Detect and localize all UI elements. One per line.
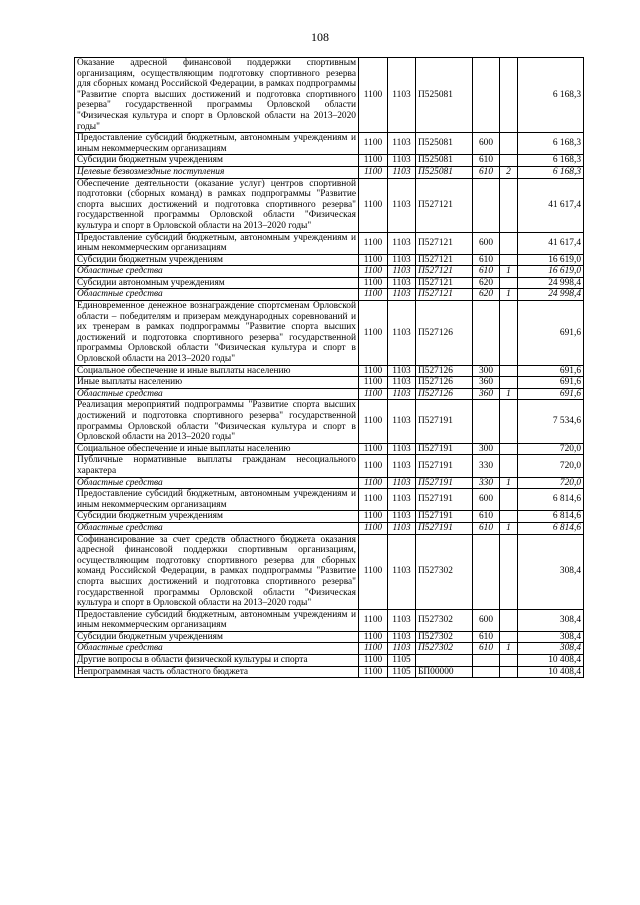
row-expense-type-cell bbox=[473, 400, 500, 443]
row-funding-source-cell bbox=[500, 631, 518, 643]
row-name-cell: Публичные нормативные выплаты гражданам несоциального характера bbox=[75, 455, 359, 477]
row-expense-type-cell: 610 bbox=[473, 643, 500, 655]
row-section-cell: 1100 bbox=[359, 400, 388, 443]
row-section-cell: 1100 bbox=[359, 522, 388, 534]
row-funding-source-cell bbox=[500, 254, 518, 266]
row-name-cell: Предоставление субсидий бюджетным, автономным учреждениям и иным некоммерческим организациям bbox=[75, 489, 359, 511]
row-target-article-cell: П527191 bbox=[416, 455, 473, 477]
row-funding-source-cell bbox=[500, 301, 518, 366]
row-expense-type-cell: 300 bbox=[473, 365, 500, 377]
row-funding-source-cell bbox=[500, 489, 518, 511]
row-funding-source-cell: 1 bbox=[500, 477, 518, 489]
row-subsection-cell: 1103 bbox=[388, 377, 416, 389]
row-section-cell: 1100 bbox=[359, 178, 388, 232]
row-target-article-cell: П527302 bbox=[416, 609, 473, 631]
row-expense-type-cell: 300 bbox=[473, 443, 500, 455]
row-amount-cell: 691,6 bbox=[518, 365, 584, 377]
row-amount-cell: 6 814,6 bbox=[518, 522, 584, 534]
table-row bbox=[75, 655, 584, 667]
row-subsection-cell: 1103 bbox=[388, 534, 416, 609]
table-row bbox=[75, 277, 584, 289]
row-section-cell: 1100 bbox=[359, 655, 388, 667]
row-target-article-cell: П527126 bbox=[416, 388, 473, 400]
row-expense-type-cell: 610 bbox=[473, 266, 500, 278]
table-row bbox=[75, 388, 584, 400]
row-amount-cell: 16 619,0 bbox=[518, 254, 584, 266]
row-expense-type-cell: 610 bbox=[473, 511, 500, 523]
row-subsection-cell: 1103 bbox=[388, 455, 416, 477]
table-row bbox=[75, 365, 584, 377]
row-subsection-cell: 1103 bbox=[388, 631, 416, 643]
row-section-cell: 1100 bbox=[359, 631, 388, 643]
row-subsection-cell: 1103 bbox=[388, 155, 416, 167]
row-name-cell: Предоставление субсидий бюджетным, автономным учреждениям и иным некоммерческим организациям bbox=[75, 133, 359, 155]
row-amount-cell: 6 814,6 bbox=[518, 511, 584, 523]
row-expense-type-cell: 360 bbox=[473, 377, 500, 389]
row-expense-type-cell: 620 bbox=[473, 289, 500, 301]
row-expense-type-cell: 610 bbox=[473, 254, 500, 266]
row-expense-type-cell bbox=[473, 534, 500, 609]
table-row bbox=[75, 511, 584, 523]
row-subsection-cell: 1103 bbox=[388, 365, 416, 377]
row-section-cell: 1100 bbox=[359, 455, 388, 477]
row-name-cell: Другие вопросы в области физической культуры и спорта bbox=[75, 655, 359, 667]
row-amount-cell: 720,0 bbox=[518, 443, 584, 455]
row-target-article-cell: П527126 bbox=[416, 365, 473, 377]
row-name-cell: Иные выплаты населению bbox=[75, 377, 359, 389]
table-row bbox=[75, 155, 584, 167]
row-funding-source-cell bbox=[500, 400, 518, 443]
row-target-article-cell: П527121 bbox=[416, 277, 473, 289]
row-amount-cell: 16 619,0 bbox=[518, 266, 584, 278]
row-target-article-cell: П527121 bbox=[416, 232, 473, 254]
row-expense-type-cell: 600 bbox=[473, 133, 500, 155]
row-section-cell: 1100 bbox=[359, 666, 388, 678]
row-target-article-cell bbox=[416, 655, 473, 667]
row-subsection-cell: 1105 bbox=[388, 666, 416, 678]
row-expense-type-cell: 600 bbox=[473, 609, 500, 631]
row-target-article-cell: П525081 bbox=[416, 155, 473, 167]
row-name-cell: Субсидии бюджетным учреждениям bbox=[75, 155, 359, 167]
row-name-cell: Целевые безвозмездные поступления bbox=[75, 166, 359, 178]
row-amount-cell: 6 168,3 bbox=[518, 58, 584, 133]
table-row bbox=[75, 58, 584, 133]
row-subsection-cell: 1103 bbox=[388, 232, 416, 254]
row-funding-source-cell bbox=[500, 534, 518, 609]
row-amount-cell: 10 408,4 bbox=[518, 655, 584, 667]
row-funding-source-cell bbox=[500, 58, 518, 133]
row-name-cell: Единовременное денежное вознаграждение спортсменам Орловской области – победителям и призерам международных соревнований и их тренерам в рамках подпрограммы "Развитие спорта высших достижений и подготовка спортивного резерва" государственной программы Орловской области "Физическая культура и спорт в Орловской области на 2013–2020 годы" bbox=[75, 301, 359, 366]
row-funding-source-cell bbox=[500, 655, 518, 667]
row-target-article-cell: П525081 bbox=[416, 133, 473, 155]
row-section-cell: 1100 bbox=[359, 443, 388, 455]
row-subsection-cell: 1103 bbox=[388, 133, 416, 155]
row-name-cell: Областные средства bbox=[75, 388, 359, 400]
row-name-cell: Субсидии бюджетным учреждениям bbox=[75, 631, 359, 643]
row-expense-type-cell: 610 bbox=[473, 166, 500, 178]
table-row bbox=[75, 178, 584, 232]
table-body bbox=[75, 58, 584, 678]
row-name-cell: Субсидии бюджетным учреждениям bbox=[75, 511, 359, 523]
row-name-cell: Оказание адресной финансовой поддержки спортивным организациям, осуществляющим подготовку спортивного резерва для сборных команд Российской Федерации, в рамках подпрограммы "Развитие спорта высших достижений и подготовка спортивного резерва" государственной программы Орловской области "Физическая культура и спорт в Орловской области на 2013–2020 годы" bbox=[75, 58, 359, 133]
row-amount-cell: 6 168,3 bbox=[518, 166, 584, 178]
row-funding-source-cell bbox=[500, 377, 518, 389]
row-subsection-cell: 1103 bbox=[388, 266, 416, 278]
row-target-article-cell: П525081 bbox=[416, 58, 473, 133]
row-funding-source-cell bbox=[500, 511, 518, 523]
row-amount-cell: 24 998,4 bbox=[518, 277, 584, 289]
row-amount-cell: 691,6 bbox=[518, 377, 584, 389]
row-funding-source-cell: 1 bbox=[500, 266, 518, 278]
row-target-article-cell: П527126 bbox=[416, 301, 473, 366]
table-row bbox=[75, 643, 584, 655]
budget-table bbox=[74, 57, 584, 678]
row-funding-source-cell bbox=[500, 133, 518, 155]
table-row bbox=[75, 666, 584, 678]
row-expense-type-cell bbox=[473, 178, 500, 232]
row-expense-type-cell bbox=[473, 655, 500, 667]
row-section-cell: 1100 bbox=[359, 643, 388, 655]
row-amount-cell: 24 998,4 bbox=[518, 289, 584, 301]
row-expense-type-cell: 330 bbox=[473, 455, 500, 477]
row-subsection-cell: 1103 bbox=[388, 277, 416, 289]
row-funding-source-cell bbox=[500, 455, 518, 477]
row-section-cell: 1100 bbox=[359, 266, 388, 278]
row-expense-type-cell: 610 bbox=[473, 155, 500, 167]
table-row bbox=[75, 443, 584, 455]
row-section-cell: 1100 bbox=[359, 609, 388, 631]
row-name-cell: Областные средства bbox=[75, 477, 359, 489]
row-section-cell: 1100 bbox=[359, 388, 388, 400]
row-name-cell: Непрограммная часть областного бюджета bbox=[75, 666, 359, 678]
row-amount-cell: 41 617,4 bbox=[518, 232, 584, 254]
row-funding-source-cell bbox=[500, 365, 518, 377]
row-funding-source-cell: 1 bbox=[500, 289, 518, 301]
row-name-cell: Социальное обеспечение и иные выплаты населению bbox=[75, 443, 359, 455]
row-amount-cell: 6 168,3 bbox=[518, 155, 584, 167]
row-name-cell: Областные средства bbox=[75, 643, 359, 655]
row-target-article-cell: П527302 bbox=[416, 534, 473, 609]
row-expense-type-cell bbox=[473, 58, 500, 133]
row-subsection-cell: 1103 bbox=[388, 489, 416, 511]
row-section-cell: 1100 bbox=[359, 58, 388, 133]
row-subsection-cell: 1103 bbox=[388, 254, 416, 266]
row-amount-cell: 308,4 bbox=[518, 534, 584, 609]
row-amount-cell: 6 814,6 bbox=[518, 489, 584, 511]
row-section-cell: 1100 bbox=[359, 277, 388, 289]
row-subsection-cell: 1103 bbox=[388, 511, 416, 523]
table-row bbox=[75, 631, 584, 643]
row-target-article-cell: П527191 bbox=[416, 400, 473, 443]
table-row bbox=[75, 301, 584, 366]
row-funding-source-cell bbox=[500, 443, 518, 455]
row-funding-source-cell bbox=[500, 178, 518, 232]
row-target-article-cell: П527121 bbox=[416, 254, 473, 266]
table-row bbox=[75, 133, 584, 155]
table-row bbox=[75, 377, 584, 389]
row-amount-cell: 7 534,6 bbox=[518, 400, 584, 443]
row-target-article-cell: П527121 bbox=[416, 178, 473, 232]
row-amount-cell: 691,6 bbox=[518, 388, 584, 400]
table-row bbox=[75, 289, 584, 301]
row-subsection-cell: 1103 bbox=[388, 609, 416, 631]
row-subsection-cell: 1105 bbox=[388, 655, 416, 667]
row-amount-cell: 41 617,4 bbox=[518, 178, 584, 232]
row-subsection-cell: 1103 bbox=[388, 443, 416, 455]
row-expense-type-cell bbox=[473, 666, 500, 678]
row-target-article-cell: П525081 bbox=[416, 166, 473, 178]
row-target-article-cell: П527121 bbox=[416, 266, 473, 278]
row-amount-cell: 720,0 bbox=[518, 477, 584, 489]
row-name-cell: Субсидии бюджетным учреждениям bbox=[75, 254, 359, 266]
row-target-article-cell: П527191 bbox=[416, 511, 473, 523]
row-funding-source-cell: 1 bbox=[500, 643, 518, 655]
row-name-cell: Социальное обеспечение и иные выплаты населению bbox=[75, 365, 359, 377]
table-row bbox=[75, 534, 584, 609]
row-subsection-cell: 1103 bbox=[388, 643, 416, 655]
row-expense-type-cell: 610 bbox=[473, 631, 500, 643]
row-name-cell: Областные средства bbox=[75, 522, 359, 534]
row-funding-source-cell bbox=[500, 277, 518, 289]
row-section-cell: 1100 bbox=[359, 534, 388, 609]
row-name-cell: Областные средства bbox=[75, 289, 359, 301]
page-number: 108 bbox=[311, 30, 329, 44]
row-amount-cell: 10 408,4 bbox=[518, 666, 584, 678]
row-expense-type-cell bbox=[473, 301, 500, 366]
row-subsection-cell: 1103 bbox=[388, 522, 416, 534]
row-name-cell: Субсидии автономным учреждениям bbox=[75, 277, 359, 289]
table-row bbox=[75, 609, 584, 631]
row-amount-cell: 308,4 bbox=[518, 631, 584, 643]
row-amount-cell: 691,6 bbox=[518, 301, 584, 366]
row-expense-type-cell: 610 bbox=[473, 522, 500, 534]
row-funding-source-cell bbox=[500, 609, 518, 631]
table-row bbox=[75, 477, 584, 489]
row-name-cell: Софинансирование за счет средств областного бюджета оказания адресной финансовой поддержки спортивным организациям, осуществляющим подготовку спортивного резерва для сборных команд Российской Федерации, в рамках подпрограммы "Развитие спорта высших достижений и подготовка спортивного резерва" государственной программы Орловской области "Физическая культура и спорт в Орловской области на 2013–2020 годы" bbox=[75, 534, 359, 609]
table-row bbox=[75, 266, 584, 278]
row-amount-cell: 308,4 bbox=[518, 643, 584, 655]
row-name-cell: Областные средства bbox=[75, 266, 359, 278]
row-name-cell: Предоставление субсидий бюджетным, автономным учреждениям и иным некоммерческим организациям bbox=[75, 609, 359, 631]
row-expense-type-cell: 330 bbox=[473, 477, 500, 489]
row-target-article-cell: П527121 bbox=[416, 289, 473, 301]
row-name-cell: Реализация мероприятий подпрограммы "Развитие спорта высших достижений и подготовка спортивного резерва" государственной программы Орловской области "Физическая культура и спорт в Орловской области на 2013–2020 годы" bbox=[75, 400, 359, 443]
row-amount-cell: 6 168,3 bbox=[518, 133, 584, 155]
row-section-cell: 1100 bbox=[359, 289, 388, 301]
row-subsection-cell: 1103 bbox=[388, 388, 416, 400]
row-subsection-cell: 1103 bbox=[388, 289, 416, 301]
row-target-article-cell: П527191 bbox=[416, 489, 473, 511]
row-funding-source-cell bbox=[500, 666, 518, 678]
row-expense-type-cell: 360 bbox=[473, 388, 500, 400]
row-subsection-cell: 1103 bbox=[388, 400, 416, 443]
row-target-article-cell: П527191 bbox=[416, 443, 473, 455]
row-section-cell: 1100 bbox=[359, 301, 388, 366]
row-section-cell: 1100 bbox=[359, 365, 388, 377]
row-subsection-cell: 1103 bbox=[388, 58, 416, 133]
table-row bbox=[75, 522, 584, 534]
row-expense-type-cell: 600 bbox=[473, 489, 500, 511]
row-amount-cell: 308,4 bbox=[518, 609, 584, 631]
table-row bbox=[75, 455, 584, 477]
row-section-cell: 1100 bbox=[359, 166, 388, 178]
row-section-cell: 1100 bbox=[359, 489, 388, 511]
row-target-article-cell: П527302 bbox=[416, 643, 473, 655]
row-funding-source-cell: 2 bbox=[500, 166, 518, 178]
row-funding-source-cell: 1 bbox=[500, 388, 518, 400]
table-row bbox=[75, 166, 584, 178]
table-row bbox=[75, 232, 584, 254]
row-subsection-cell: 1103 bbox=[388, 477, 416, 489]
row-section-cell: 1100 bbox=[359, 254, 388, 266]
row-section-cell: 1100 bbox=[359, 377, 388, 389]
row-name-cell: Обеспечение деятельности (оказание услуг) центров спортивной подготовки (сборных команд) в рамках подпрограммы "Развитие спорта высших достижений и подготовка спортивного резерва" государственной программы Орловской области "Физическая культура и спорт в Орловской области на 2013–2020 годы" bbox=[75, 178, 359, 232]
row-target-article-cell: П527302 bbox=[416, 631, 473, 643]
row-funding-source-cell bbox=[500, 232, 518, 254]
row-expense-type-cell: 600 bbox=[473, 232, 500, 254]
row-funding-source-cell: 1 bbox=[500, 522, 518, 534]
row-subsection-cell: 1103 bbox=[388, 166, 416, 178]
row-target-article-cell: БП00000 bbox=[416, 666, 473, 678]
row-section-cell: 1100 bbox=[359, 232, 388, 254]
row-amount-cell: 720,0 bbox=[518, 455, 584, 477]
table-row bbox=[75, 254, 584, 266]
row-subsection-cell: 1103 bbox=[388, 178, 416, 232]
table-row bbox=[75, 489, 584, 511]
table-row bbox=[75, 400, 584, 443]
row-target-article-cell: П527191 bbox=[416, 477, 473, 489]
row-expense-type-cell: 620 bbox=[473, 277, 500, 289]
row-name-cell: Предоставление субсидий бюджетным, автономным учреждениям и иным некоммерческим организациям bbox=[75, 232, 359, 254]
row-subsection-cell: 1103 bbox=[388, 301, 416, 366]
row-section-cell: 1100 bbox=[359, 477, 388, 489]
row-target-article-cell: П527126 bbox=[416, 377, 473, 389]
row-section-cell: 1100 bbox=[359, 155, 388, 167]
row-target-article-cell: П527191 bbox=[416, 522, 473, 534]
row-section-cell: 1100 bbox=[359, 511, 388, 523]
row-section-cell: 1100 bbox=[359, 133, 388, 155]
row-funding-source-cell bbox=[500, 155, 518, 167]
